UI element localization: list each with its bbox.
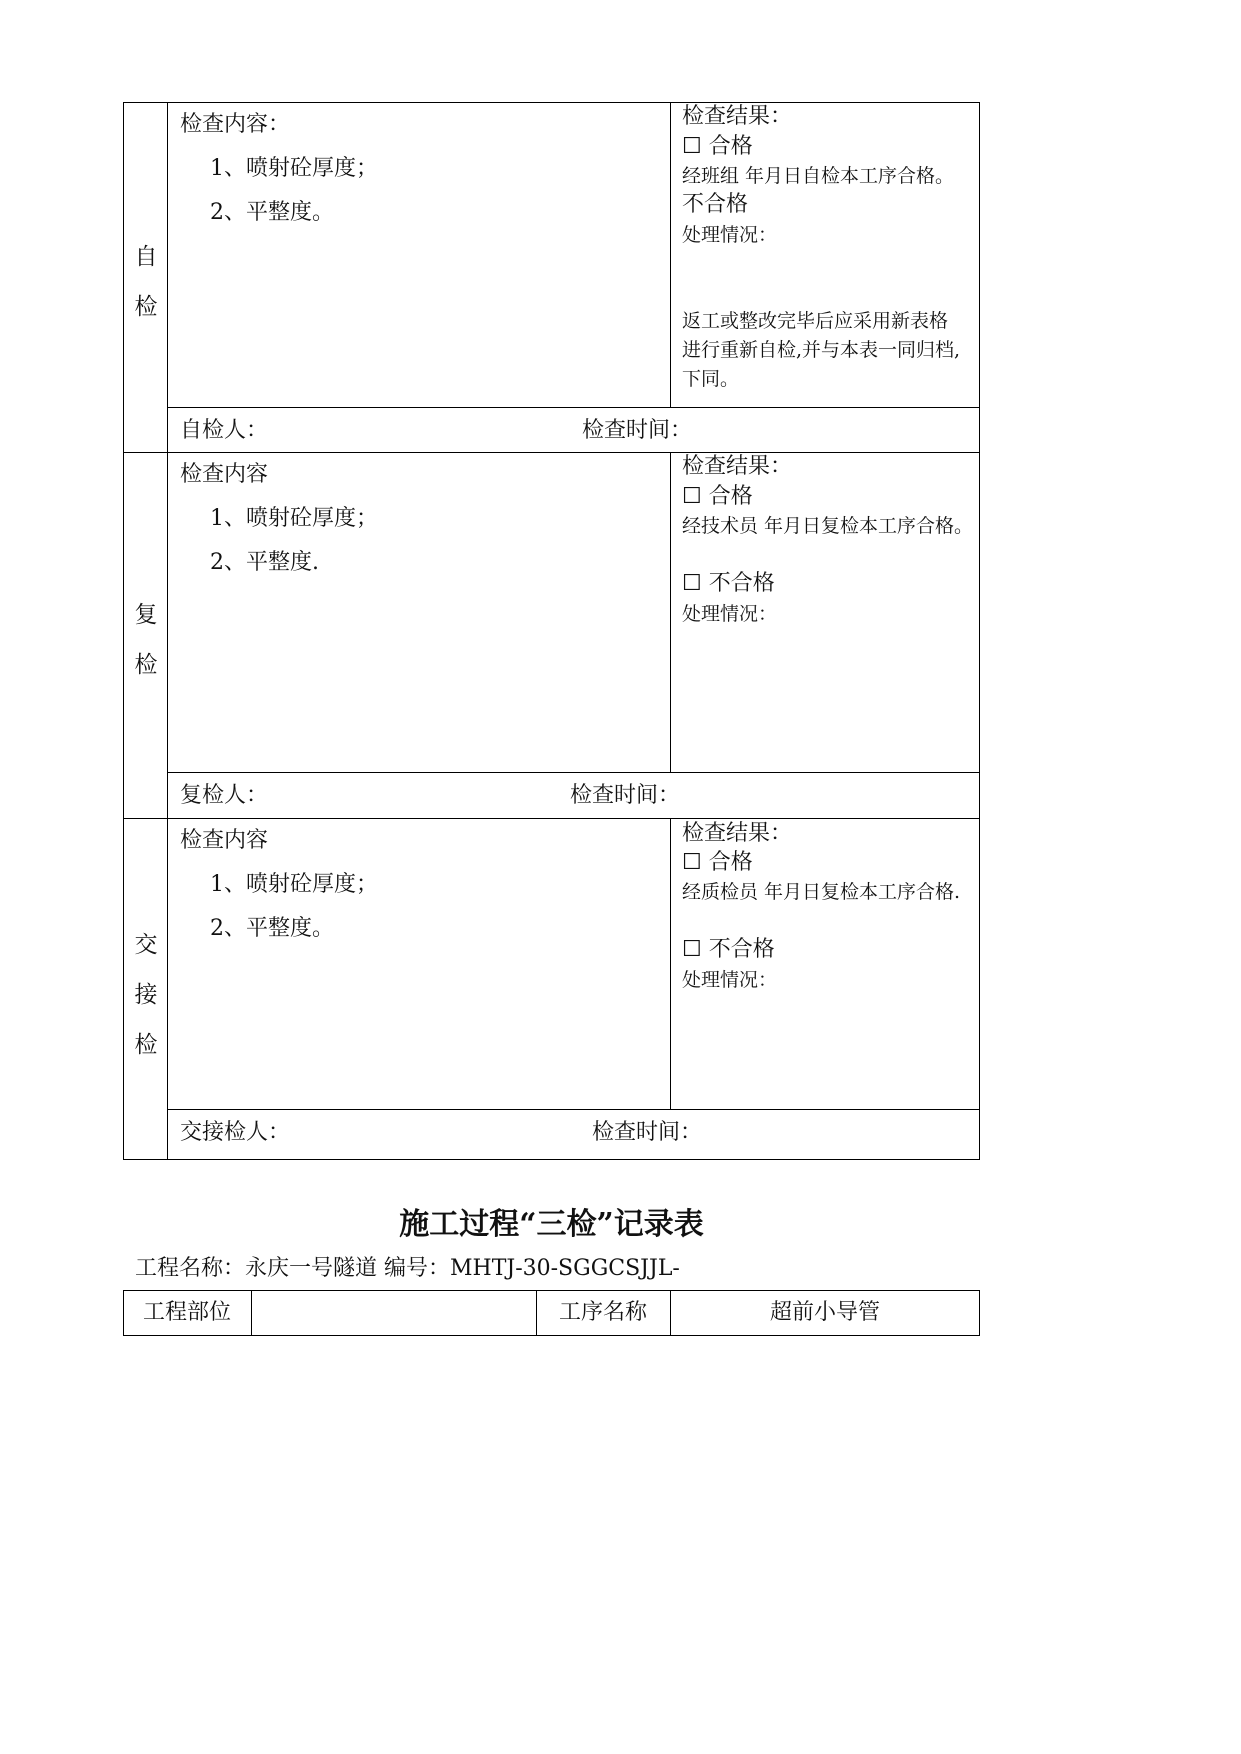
self-check-signature-line	[167, 407, 980, 408]
part-label: 工程部位	[142, 1300, 231, 1325]
re-check-time-label: 检查时间：	[570, 783, 681, 808]
re-check-result-divider	[670, 452, 671, 772]
re-check-inspector-label: 复检人：	[180, 783, 269, 808]
self-check-pass-note: 经班组 年月日自检本工序合格。	[682, 165, 955, 187]
self-check-note-line: 进行重新自检,并与本表一同归档,	[682, 339, 961, 361]
self-check-result-title: 检查结果：	[682, 104, 793, 129]
process-label: 工序名称	[558, 1300, 647, 1325]
form-title: 施工过程“三检”记录表	[399, 1207, 704, 1242]
side-label-char: 检	[134, 294, 158, 320]
handover-check-inspector-label: 交接检人：	[180, 1120, 291, 1145]
handover-check-item: 1、喷射砼厚度；	[210, 872, 378, 897]
handover-check-handling-label: 处理情况：	[682, 969, 778, 991]
side-label-char: 复	[134, 602, 158, 628]
self-check-side-label	[122, 232, 170, 332]
re-check-result-title: 检查结果：	[682, 454, 793, 479]
side-label-char: 接	[134, 982, 158, 1008]
handover-check-pass-note: 经质检员 年月日复检本工序合格.	[682, 881, 961, 903]
re-check-content-title: 检查内容	[180, 462, 269, 487]
part-value-field[interactable]	[251, 1300, 536, 1328]
side-label-char: 检	[134, 652, 158, 678]
handover-check-item: 2、平整度。	[210, 916, 334, 941]
self-check-note-line: 下同。	[682, 368, 740, 390]
handover-check-content-title: 检查内容	[180, 828, 269, 853]
handover-check-side-label	[122, 920, 170, 1070]
self-check-item: 2、平整度。	[210, 200, 334, 225]
self-check-item: 1、喷射砼厚度；	[210, 156, 378, 181]
re-check-item: 1、喷射砼厚度；	[210, 506, 378, 531]
handover-result-divider	[670, 818, 671, 1109]
handover-check-result-title: 检查结果：	[682, 821, 793, 846]
self-check-handling-label: 处理情况：	[682, 224, 778, 246]
re-check-pass-note: 经技术员 年月日复检本工序合格。	[682, 515, 974, 537]
side-label-char: 检	[134, 1032, 158, 1058]
self-check-note-line: 返工或整改完毕后应采用新表格	[682, 310, 949, 332]
side-label-char: 自	[134, 244, 158, 270]
side-label-char: 交	[134, 932, 158, 958]
handover-check-time-label: 检查时间：	[592, 1120, 703, 1145]
project-line: 工程名称：永庆一号隧道 编号：MHTJ-30-SGGCSJJL-	[135, 1256, 680, 1281]
handover-check-fail-checkbox[interactable]: ☐ 不合格	[682, 937, 775, 962]
re-check-fail-checkbox[interactable]: ☐ 不合格	[682, 571, 775, 596]
self-check-result-divider	[670, 102, 671, 407]
self-check-bottom-line	[123, 452, 980, 453]
handover-signature-line	[167, 1109, 980, 1110]
re-check-handling-label: 处理情况：	[682, 603, 778, 625]
self-check-inspector-label: 自检人：	[180, 418, 269, 443]
self-check-pass-checkbox[interactable]: ☐ 合格	[682, 134, 753, 159]
re-check-signature-line	[167, 772, 980, 773]
self-check-content-title: 检查内容：	[180, 112, 291, 137]
re-check-pass-checkbox[interactable]: ☐ 合格	[682, 484, 753, 509]
process-value: 超前小导管	[769, 1300, 880, 1325]
re-check-side-label	[122, 590, 170, 690]
self-check-time-label: 检查时间：	[582, 418, 693, 443]
handover-check-pass-checkbox[interactable]: ☐ 合格	[682, 850, 753, 875]
self-check-fail-option[interactable]: 不合格	[682, 192, 749, 217]
re-check-bottom-line	[123, 818, 980, 819]
re-check-item: 2、平整度.	[210, 550, 319, 575]
inspection-table	[123, 102, 980, 1160]
